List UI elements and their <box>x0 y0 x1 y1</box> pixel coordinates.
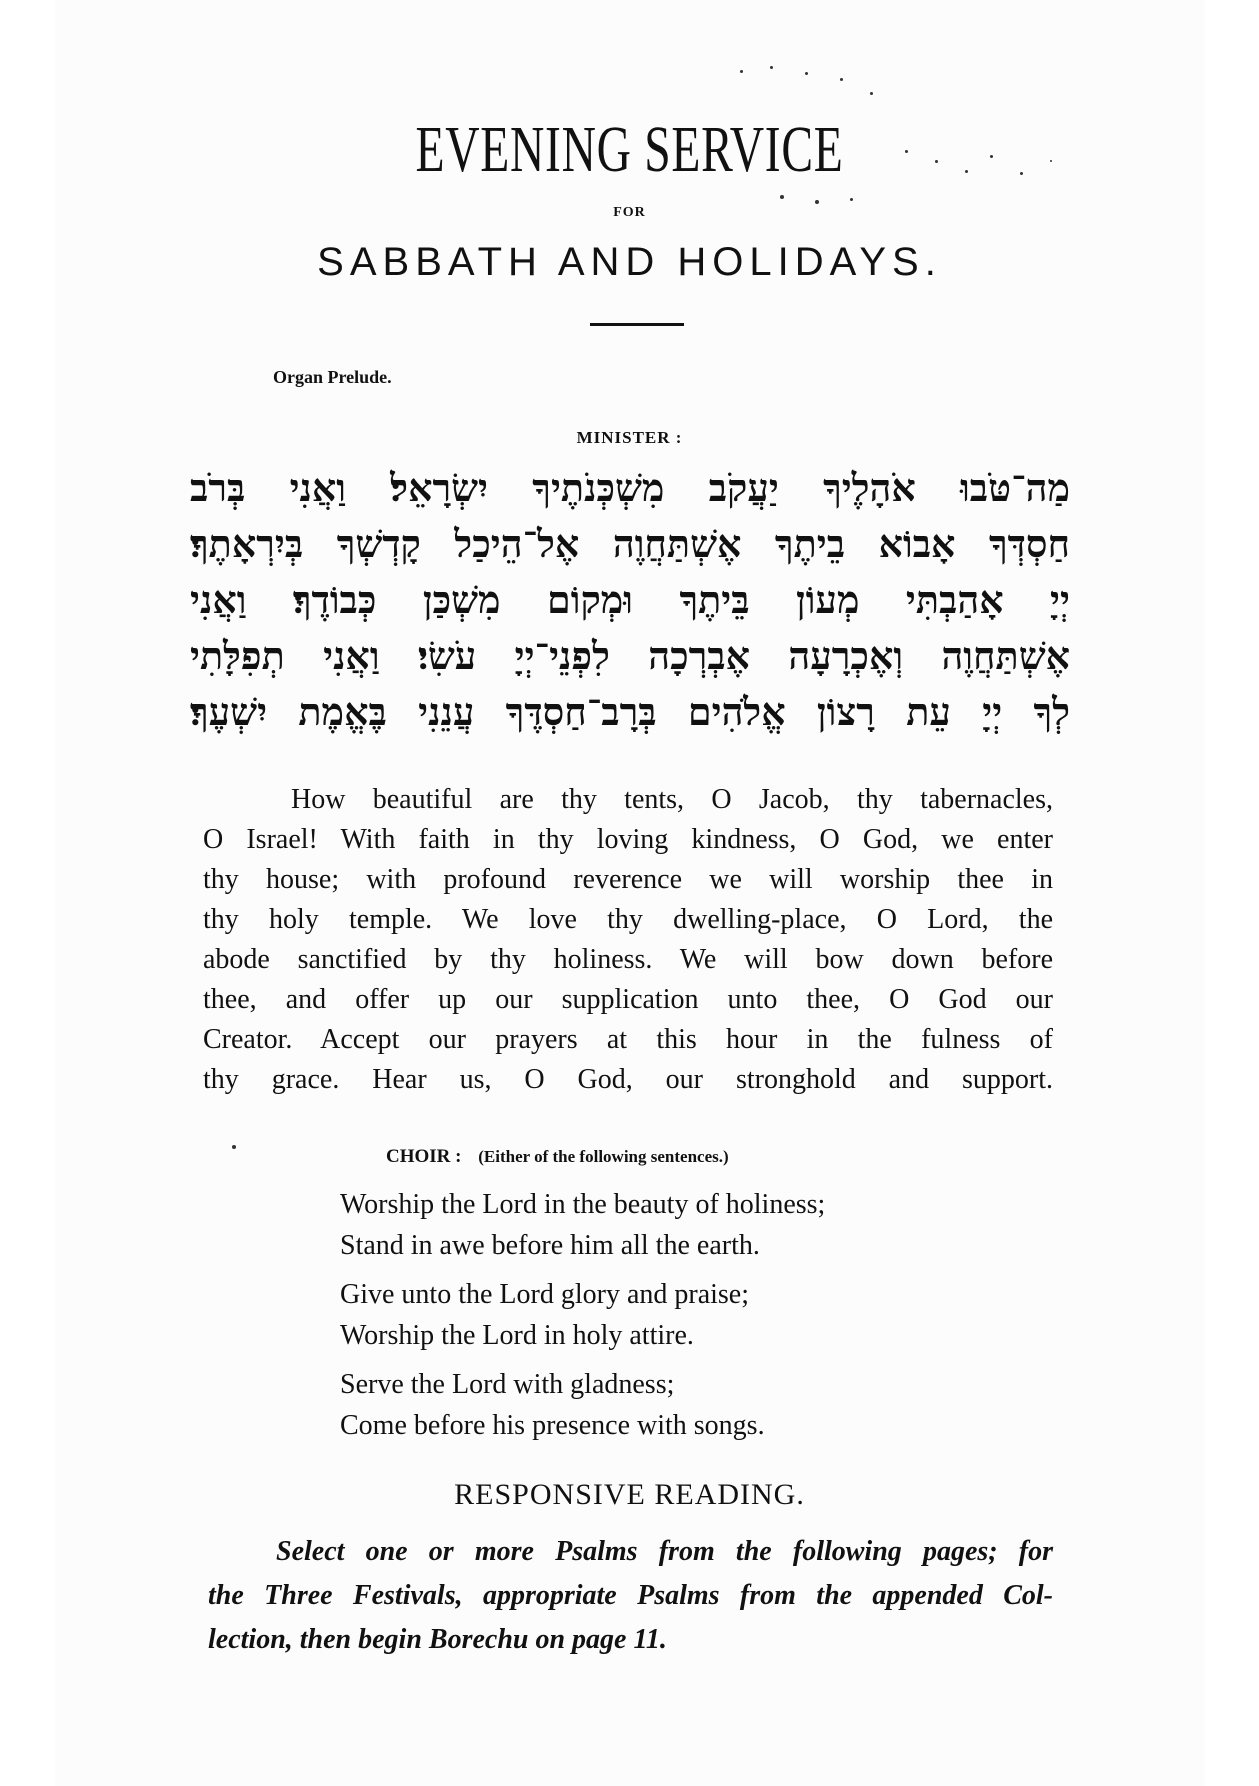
hebrew-line: אֶשְׁתַּחֲוֶה וְאֶכְרָעָה אֶבְרְכָה לִפְנֵי־יְיָ עֹשִׂי׃ וַאֲנִי תְפִלָּתִי <box>190 633 1070 678</box>
title-for: FOR <box>613 205 646 220</box>
choir-note: (Either of the following sentences.) <box>478 1147 729 1166</box>
instruction-line: Select one or more Psalms from the following pages; for <box>276 1536 1053 1567</box>
hebrew-line: יְיָ אָהַבְתִּי מְעוֹן בֵּיתֶךָ וּמְקוֹם מִשְׁכַּן כְּבוֹדֶךָ׃ וַאֲנִי <box>190 577 1070 622</box>
hebrew-line: לְךָ יְיָ עֵת רָצוֹן אֱלֹהִים בְּרָב־חַסְדֶּךָ עֲנֵנִי בֶּאֱמֶת יִשְׁעֶךָ׃ <box>190 689 1070 734</box>
hebrew-text <box>190 460 1070 740</box>
english-line: thee, and offer up our supplication unto thee, O God our <box>203 984 1053 1015</box>
choir-verses <box>340 1184 825 1446</box>
english-line: abode sanctified by thy holiness. We will bow down before <box>203 944 1053 975</box>
minister-label: MINISTER : <box>576 428 683 447</box>
english-line: thy grace. Hear us, O God, our stronghold and support. <box>203 1064 1053 1095</box>
responsive-instructions <box>208 1530 1053 1662</box>
organ-prelude-label: Organ Prelude. <box>273 367 392 387</box>
english-line: thy house; with profound reverence we will worship thee in <box>203 864 1053 895</box>
verse-line: Come before his presence with songs. <box>340 1410 765 1441</box>
verse-line: Give unto the Lord glory and praise; <box>340 1279 750 1310</box>
verse-line: Worship the Lord in holy attire. <box>340 1320 694 1351</box>
title-rule <box>590 323 684 326</box>
english-translation <box>203 780 1053 1100</box>
english-line: thy holy temple. We love thy dwelling-place, O Lord, the <box>203 904 1053 935</box>
verse-line: Stand in awe before him all the earth. <box>340 1230 760 1261</box>
page-title: EVENING SERVICE <box>415 113 844 186</box>
instruction-line: the Three Festivals, appropriate Psalms from the appended Col- <box>208 1580 1053 1611</box>
responsive-reading-heading: RESPONSIVE READING. <box>454 1478 805 1511</box>
choir-heading <box>386 1146 729 1168</box>
hebrew-line: חַסְדְּךָ אָבוֹא בֵיתֶךָ אֶשְׁתַּחֲוֶה אֶל־הֵיכַל קָדְשְׁךָ בְּיִרְאָתֶךָ׃ <box>190 521 1070 566</box>
page-subtitle: SABBATH AND HOLIDAYS. <box>317 240 942 284</box>
choir-label: CHOIR : <box>386 1146 462 1167</box>
verse-line: Worship the Lord in the beauty of holiness; <box>340 1189 826 1220</box>
english-line: O Israel! With faith in thy loving kindness, O God, we enter <box>203 824 1053 855</box>
verse-line: Serve the Lord with gladness; <box>340 1369 675 1400</box>
hebrew-line: מַה־טֹּבוּ אֹהָלֶיךָ יַעֲקֹב מִשְׁכְּנֹתֶיךָ יִשְׂרָאֵל׃ וַאֲנִי בְּרֹב <box>190 465 1070 510</box>
english-line: How beautiful are thy tents, O Jacob, thy tabernacles, <box>291 784 1053 815</box>
english-line: Creator. Accept our prayers at this hour in the fulness of <box>203 1024 1053 1055</box>
instruction-line: lection, then begin Borechu on page 11. <box>208 1624 667 1655</box>
